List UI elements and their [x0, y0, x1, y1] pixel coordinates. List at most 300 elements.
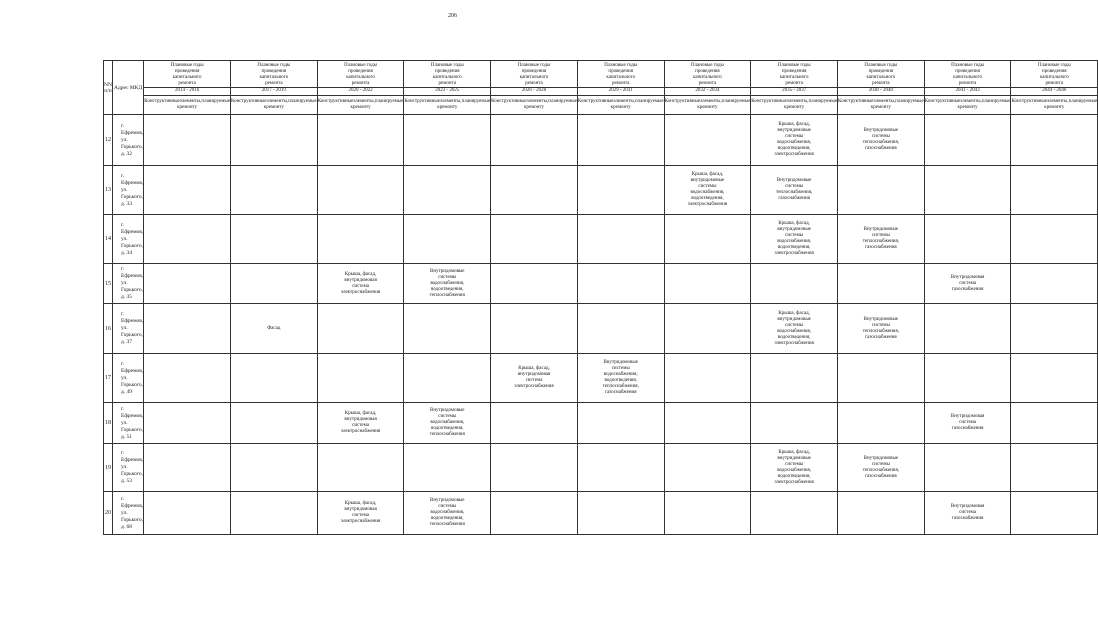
table-row: [104, 115, 1098, 166]
row-number: 20: [104, 492, 113, 535]
elements-header: [491, 96, 578, 115]
text-line: системы: [611, 366, 630, 371]
text-line: ремонта: [611, 80, 630, 86]
text-line: капитального: [866, 74, 896, 80]
text-line: водоснабжения,: [430, 420, 465, 425]
repair-cell: [838, 354, 925, 403]
repair-cell: [838, 304, 925, 354]
text-line: планируемые к: [523, 99, 577, 110]
repair-cell: [751, 403, 838, 444]
text-line: 2035 - 2037: [750, 87, 838, 94]
elements-header: [1011, 96, 1098, 115]
period-header-2041-2043: [924, 61, 1011, 96]
text-line: элементы,: [526, 99, 549, 104]
text-line: Конструктивные: [577, 99, 614, 104]
repair-cell: [577, 215, 664, 264]
text-line: Плановые годы: [257, 62, 291, 68]
repair-cell: [924, 264, 1011, 304]
repair-cell: [230, 304, 317, 354]
period-header-2035-2037: [751, 61, 838, 96]
text-line: проведения: [868, 68, 894, 74]
text-line: водоснабжения,: [777, 467, 812, 473]
text-line: элементы,: [266, 99, 289, 104]
text-line: ремонту: [786, 105, 805, 110]
text-line: ремонта: [785, 80, 803, 86]
text-line: Конструктивные: [230, 99, 267, 104]
elements-header: [404, 96, 491, 115]
elements-header: [230, 96, 317, 115]
elements-header: [838, 96, 925, 115]
text-line: система: [352, 423, 369, 428]
text-line: Крыша, фасад,: [518, 366, 550, 371]
repair-cell: [664, 115, 751, 166]
text-line: системы: [785, 134, 804, 139]
period-header-2020-2022: [317, 61, 404, 96]
text-line: планируемые к: [610, 99, 664, 110]
text-line: ремонту: [699, 105, 718, 110]
table-row: [104, 264, 1098, 304]
repair-cell: [491, 444, 578, 492]
text-line: элементы,: [179, 99, 202, 104]
row-number: 18: [104, 403, 113, 444]
repair-cell: [577, 354, 664, 403]
repair-cell: [317, 403, 404, 444]
repair-cell: [144, 444, 231, 492]
text-line: планируемые к: [350, 99, 404, 110]
repair-cell: [924, 444, 1011, 492]
text-line: Крыша, фасад,: [778, 122, 810, 127]
repair-cell: [924, 304, 1011, 354]
text-line: Плановые годы: [604, 62, 638, 68]
text-line: водоснабжения,: [430, 510, 465, 515]
text-line: Крыша, фасад,: [778, 449, 810, 455]
repair-cell: [577, 115, 664, 166]
text-line: теплоснабжения: [429, 432, 465, 437]
elements-header: [317, 96, 404, 115]
repair-cell: [1011, 304, 1098, 354]
repair-cell: [317, 354, 404, 403]
text-line: капитального: [953, 74, 982, 80]
repair-cell: [1011, 166, 1098, 215]
row-number: 15: [104, 264, 113, 304]
text-line: Горького, д. 34: [120, 242, 144, 256]
text-line: системы: [871, 322, 890, 328]
repair-cell: [664, 166, 751, 215]
elements-header: [144, 96, 231, 115]
repair-cell: [751, 444, 838, 492]
text-line: 2026 - 2028: [490, 87, 578, 94]
text-line: система: [959, 420, 977, 425]
text-line: ремонта: [178, 80, 196, 86]
text-line: газоснабжения: [604, 390, 637, 395]
text-line: системы: [438, 504, 457, 509]
text-line: газоснабжения: [778, 196, 810, 201]
text-line: г. Ефремов, ул.: [120, 405, 144, 426]
text-line: Конструктивные: [664, 99, 701, 104]
text-line: 2014 - 2016: [143, 87, 231, 94]
text-line: Плановые годы: [690, 62, 724, 68]
text-line: планируемые к: [177, 99, 230, 110]
text-line: системы: [785, 184, 804, 189]
repair-cell: [751, 492, 838, 535]
repair-cell: [664, 354, 751, 403]
text-line: Внутридомовые: [430, 498, 465, 503]
text-line: Плановые годы: [430, 62, 464, 68]
text-line: газоснабжения: [865, 473, 897, 479]
text-line: системы: [871, 233, 890, 238]
text-line: ремонту: [1046, 105, 1065, 110]
text-line: капитального: [172, 74, 202, 80]
repair-cell: [404, 354, 491, 403]
text-line: Конструктивные: [491, 99, 527, 104]
repair-cell: [230, 444, 317, 492]
text-line: Горького, д. 33: [120, 193, 144, 207]
text-line: 2020 - 2022: [317, 87, 405, 94]
capital-repair-table-container: [103, 60, 1098, 535]
text-line: ремонту: [613, 105, 631, 110]
text-line: электроснабжения: [774, 479, 814, 485]
address-cell: [112, 115, 143, 166]
text-line: система: [352, 513, 369, 518]
repair-cell: [404, 264, 491, 304]
repair-cell: [838, 166, 925, 215]
text-line: водоснабжения,: [690, 190, 725, 195]
text-line: ремонту: [266, 105, 284, 110]
address-cell: [112, 215, 143, 264]
repair-cell: [491, 264, 578, 304]
elements-header: [751, 96, 838, 115]
text-line: Внутридомовые: [863, 316, 899, 322]
address-cell: [112, 444, 143, 492]
repair-cell: [1011, 403, 1098, 444]
text-line: Внутридомовая: [950, 504, 985, 509]
text-line: Крыша, фасад,: [344, 411, 377, 416]
text-line: водоснабжения,: [430, 280, 465, 286]
text-line: электроснабжения: [774, 251, 814, 256]
repair-cell: [317, 444, 404, 492]
repair-cell: [144, 264, 231, 304]
repair-cell: [1011, 354, 1098, 403]
text-line: внутридомовая: [517, 372, 551, 377]
text-line: г. Ефремов, ул.: [120, 360, 144, 381]
text-line: газоснабжения: [865, 245, 897, 250]
text-line: ремонта: [525, 80, 543, 86]
repair-cell: [230, 492, 317, 535]
repair-cell: [491, 304, 578, 354]
text-line: электроснабжения: [774, 340, 814, 346]
repair-cell: [838, 264, 925, 304]
text-line: капитального: [779, 74, 809, 80]
text-line: внутридомовые: [777, 316, 811, 322]
text-line: система: [352, 283, 369, 289]
period-header-2029-2031: [577, 61, 664, 96]
repair-cell: [404, 444, 491, 492]
text-line: планируемые к: [263, 99, 317, 110]
repair-cell: [751, 304, 838, 354]
text-line: Внутридомовые: [430, 408, 465, 413]
text-line: Горького, д. 32: [120, 143, 144, 157]
capital-repair-table: [103, 60, 1098, 535]
text-line: внутридомовые: [777, 227, 811, 232]
repair-cell: [144, 166, 231, 215]
text-line: Внутридомовые: [430, 268, 465, 274]
text-line: внутридомовая: [344, 277, 377, 283]
address-cell: [112, 403, 143, 444]
text-line: Внутридомовые: [776, 178, 812, 183]
table-row: [104, 354, 1098, 403]
text-line: системы: [438, 414, 457, 419]
text-line: теплоснабжения,: [862, 467, 899, 473]
text-line: теплоснабжения,: [776, 190, 813, 195]
header-row-elements: [104, 96, 1098, 115]
text-line: капитального: [259, 74, 289, 80]
repair-cell: [491, 215, 578, 264]
text-line: г. Ефремов, ул.: [120, 221, 144, 242]
repair-cell: [230, 354, 317, 403]
repair-cell: [404, 492, 491, 535]
text-line: теплоснабжения: [429, 522, 465, 527]
text-line: элементы,: [1046, 99, 1069, 104]
text-line: 2044 - 2046: [1010, 87, 1098, 94]
text-line: планируемые к: [437, 99, 491, 110]
text-line: ремонта: [265, 80, 283, 86]
repair-cell: [924, 166, 1011, 215]
repair-cell: [664, 304, 751, 354]
repair-cell: [577, 166, 664, 215]
repair-cell: [1011, 115, 1098, 166]
repair-cell: [144, 354, 231, 403]
text-line: проведения: [608, 68, 633, 74]
text-line: системы: [785, 233, 804, 238]
repair-cell: [404, 215, 491, 264]
elements-header: [664, 96, 751, 115]
text-line: Крыша, фасад,: [344, 501, 377, 506]
repair-cell: [577, 264, 664, 304]
text-line: Горького, д. 53: [120, 471, 144, 484]
text-line: проведения: [521, 68, 547, 74]
repair-cell: [317, 115, 404, 166]
period-header-2014-2016: [144, 61, 231, 96]
text-line: водоотведения,: [777, 146, 811, 151]
table-row: [104, 492, 1098, 535]
text-line: проведения: [1042, 68, 1067, 74]
repair-cell: [144, 304, 231, 354]
text-line: теплоснабжения,: [862, 140, 899, 145]
period-header-2032-2034: [664, 61, 751, 96]
text-line: водоотведения,: [691, 196, 724, 201]
text-line: внутридомовая: [344, 507, 377, 512]
text-line: Плановые годы: [517, 62, 551, 68]
text-line: Горького, д. 49: [120, 381, 144, 395]
text-line: Конструктивные: [751, 99, 787, 104]
repair-cell: [1011, 215, 1098, 264]
text-line: водоотведения,: [431, 426, 464, 431]
table-row: [104, 304, 1098, 354]
text-line: планируемые к: [784, 99, 838, 110]
text-line: теплоснабжения,: [602, 384, 639, 389]
text-line: газоснабжения: [865, 334, 897, 340]
text-line: ремонту: [526, 105, 545, 110]
repair-cell: [230, 166, 317, 215]
text-line: 2038 - 2040: [837, 87, 925, 94]
text-line: Внутридомовые: [603, 360, 638, 365]
repair-cell: [838, 403, 925, 444]
text-line: водоснабжения,: [777, 140, 812, 145]
text-line: Внутридомовая: [950, 274, 985, 280]
repair-cell: [230, 115, 317, 166]
text-line: планируемые к: [870, 99, 924, 110]
text-line: водоотведения,: [777, 245, 811, 250]
repair-cell: [924, 215, 1011, 264]
text-line: ремонта: [872, 80, 890, 86]
repair-cell: [144, 492, 231, 535]
text-line: электроснабжения: [687, 202, 728, 207]
text-line: проведения: [174, 68, 200, 74]
row-number: 13: [104, 166, 113, 215]
text-line: водоснабжения,: [603, 372, 638, 377]
row-number: 12: [104, 115, 113, 166]
text-line: Крыша, фасад,: [344, 271, 377, 277]
text-line: элементы,: [960, 99, 982, 104]
text-line: системы: [698, 184, 717, 189]
text-line: электроснабжения: [514, 384, 554, 389]
row-number: 14: [104, 215, 113, 264]
text-line: планируемые к: [697, 99, 751, 110]
repair-cell: [838, 492, 925, 535]
text-line: капитального: [432, 74, 462, 80]
text-line: Конструктивные: [144, 99, 180, 104]
text-line: ремонту: [179, 105, 198, 110]
text-line: капитального: [693, 74, 722, 80]
text-line: г. Ефремов, ул.: [120, 311, 144, 331]
repair-cell: [317, 166, 404, 215]
repair-cell: [664, 492, 751, 535]
repair-cell: [1011, 444, 1098, 492]
text-line: г. Ефремов, ул.: [120, 172, 144, 193]
text-line: электроснабжения: [340, 429, 381, 434]
repair-cell: [924, 403, 1011, 444]
text-line: теплоснабжения,: [862, 328, 899, 334]
text-line: Крыша, фасад,: [691, 172, 724, 177]
text-line: ремонта: [958, 80, 977, 86]
text-line: капитального: [346, 74, 375, 80]
text-line: Внутридомовые: [863, 227, 899, 232]
text-line: система: [959, 280, 977, 286]
text-line: г. Ефремов, ул.: [120, 266, 144, 286]
repair-cell: [491, 403, 578, 444]
text-line: газоснабжения: [951, 286, 984, 292]
repair-cell: [751, 166, 838, 215]
address-cell: [112, 264, 143, 304]
row-number: 16: [104, 304, 113, 354]
text-line: водоснабжения,: [777, 239, 812, 244]
text-line: Плановые годы: [951, 62, 985, 68]
text-line: Горького, д. 68: [120, 516, 144, 530]
text-line: Конструктивные: [317, 99, 354, 104]
period-header-2044-2046: [1011, 61, 1098, 96]
text-line: системы: [785, 322, 804, 328]
repair-cell: [404, 166, 491, 215]
text-line: Внутридомовая: [950, 414, 985, 419]
text-line: 2029 - 2031: [577, 87, 665, 94]
repair-cell: [491, 354, 578, 403]
text-line: 2017 - 2019: [230, 87, 318, 94]
text-line: ремонту: [352, 105, 371, 110]
repair-cell: [838, 215, 925, 264]
page-number: 206: [448, 13, 457, 19]
text-line: электроснабжения: [774, 152, 814, 157]
text-line: Крыша, фасад,: [778, 310, 810, 316]
text-line: проведения: [695, 68, 720, 74]
text-line: проведения: [781, 68, 807, 74]
repair-cell: [317, 264, 404, 304]
text-line: Горького, д. 51: [120, 426, 144, 440]
repair-cell: [664, 444, 751, 492]
text-line: 2041 - 2043: [924, 87, 1012, 94]
repair-cell: [317, 215, 404, 264]
text-line: теплоснабжения: [429, 292, 465, 298]
address-cell: [112, 492, 143, 535]
text-line: ремонта: [698, 80, 717, 86]
repair-cell: [924, 492, 1011, 535]
table-row: [104, 215, 1098, 264]
text-line: проведения: [261, 68, 287, 74]
repair-cell: [664, 403, 751, 444]
repair-cell: [404, 304, 491, 354]
repair-cell: [404, 403, 491, 444]
text-line: Конструктивные: [838, 99, 874, 104]
text-line: газоснабжения: [951, 426, 984, 431]
repair-cell: [1011, 492, 1098, 535]
text-line: системы: [785, 461, 804, 467]
text-line: внутридомовые: [777, 128, 811, 133]
repair-cell: [404, 115, 491, 166]
repair-cell: [577, 444, 664, 492]
text-line: ремонта: [351, 80, 370, 86]
table-header: [104, 61, 1098, 115]
text-line: ремонта: [438, 80, 457, 86]
text-line: внутридомовые: [777, 455, 811, 461]
repair-cell: [317, 304, 404, 354]
repair-cell: [751, 354, 838, 403]
repair-cell: [491, 166, 578, 215]
repair-cell: [751, 215, 838, 264]
text-line: ремонта: [1045, 80, 1064, 86]
text-line: ремонту: [959, 105, 978, 110]
repair-cell: [230, 264, 317, 304]
text-line: Конструктивные: [404, 99, 440, 104]
text-line: планируемые к: [1044, 99, 1098, 110]
text-line: водоснабжения,: [777, 328, 812, 334]
text-line: проведения: [348, 68, 373, 74]
row-number: 17: [104, 354, 113, 403]
repair-cell: [144, 215, 231, 264]
repair-cell: [664, 264, 751, 304]
address-cell: [112, 354, 143, 403]
text-line: г. Ефремов, ул.: [120, 495, 144, 516]
repair-cell: [491, 115, 578, 166]
text-line: электроснабжения: [340, 519, 381, 524]
text-line: Крыша, фасад,: [778, 221, 810, 226]
row-number: 19: [104, 444, 113, 492]
text-line: планируемые к: [957, 99, 1011, 110]
text-line: Внутридомовые: [863, 455, 899, 461]
text-line: водоотведения,: [777, 334, 811, 340]
elements-header: [924, 96, 1011, 115]
repair-cell: [317, 492, 404, 535]
repair-cell: [838, 444, 925, 492]
text-line: Конструктивные: [924, 99, 961, 104]
